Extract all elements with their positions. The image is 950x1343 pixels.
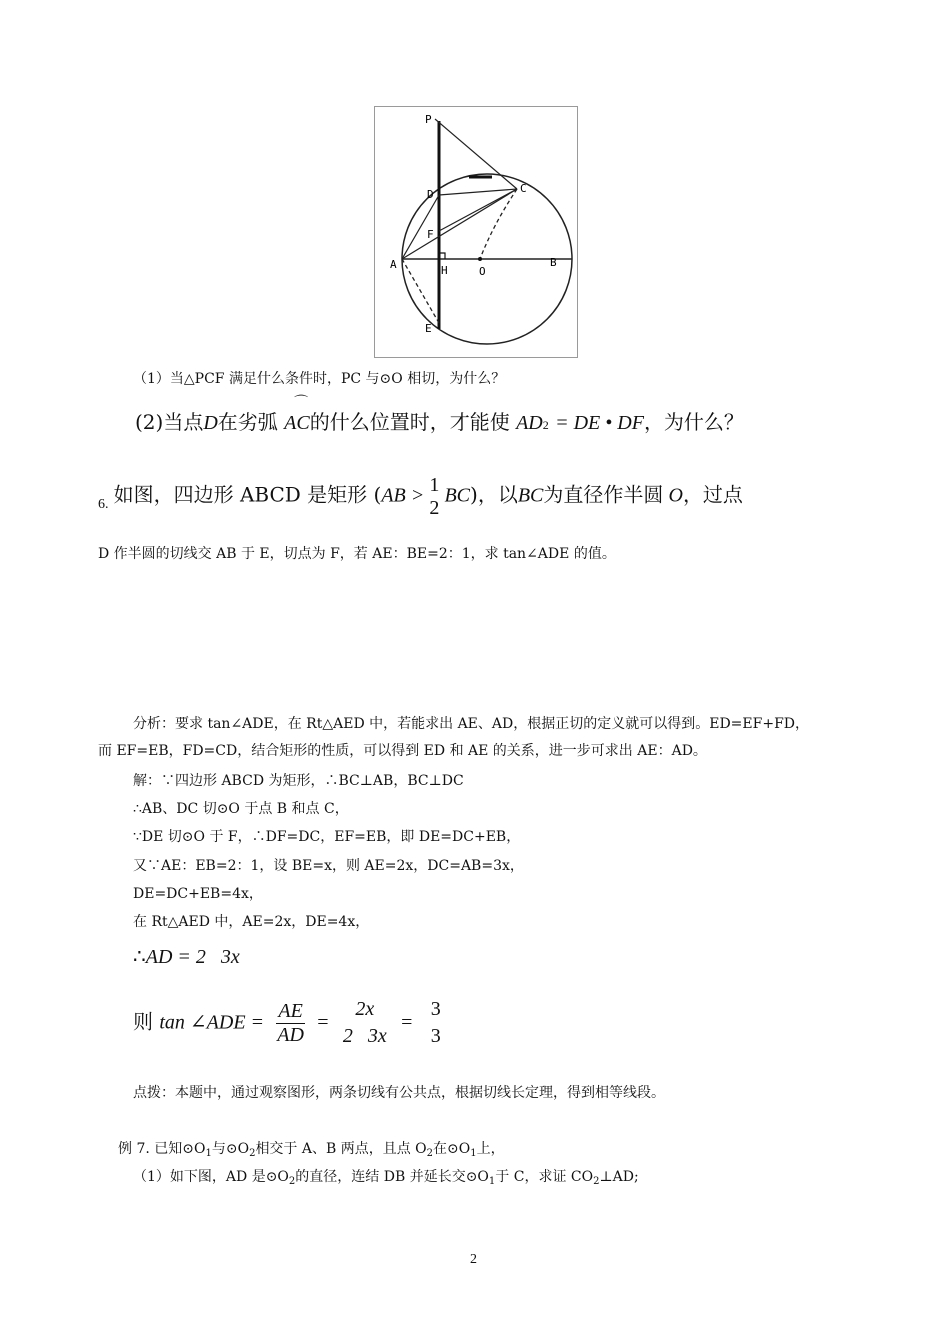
line-fc xyxy=(439,189,517,231)
analysis-line1: 分析：要求 tan∠ADE，在 Rt△AED 中，若能求出 AE、AD，根据正切的定义就可以得到。ED=EF+FD， xyxy=(133,716,810,732)
solution-line6: 在 Rt△AED 中，AE=2x，DE=4x， xyxy=(133,914,370,930)
label-a: A xyxy=(390,258,397,271)
solution-line5: DE=DC+EB=4x， xyxy=(133,886,263,902)
ad-formula: ∴AD = 2 3x xyxy=(133,944,240,968)
solution-line1: 解：∵四边形 ABCD 为矩形，∴BC⊥AB，BC⊥DC xyxy=(133,773,464,789)
ex7-line2: （1）如下图，AD 是$⊙O_2$的直径，连结 DB 并延长交$⊙O_1$于 C，求证 $CO_2\perp AD$; xyxy=(133,1169,639,1187)
solution-line3: ∵DE 切⊙O 于 F，∴DF=DC，EF=EB，即 DE=DC+EB， xyxy=(133,829,521,845)
circle-diagram xyxy=(375,107,577,357)
label-p: P xyxy=(425,113,432,126)
label-e: E xyxy=(425,322,432,335)
solution-line2: ∴AB、DC 切⊙O 于点 B 和点 C， xyxy=(133,801,349,817)
analysis-line2: 而 EF=EB，FD=CD，结合矩形的性质，可以得到 ED 和 AE 的关系，进一步可求出 AE：AD。 xyxy=(98,743,707,759)
q6-line2: D 作半圆的切线交 AB 于 E，切点为 F，若 AE：BE=2：1，求 tan∠ADE 的值。 xyxy=(98,546,616,562)
label-f: F xyxy=(427,228,434,241)
fraction-ae-ad: $\frac{AE}{AD}$ xyxy=(277,999,304,1046)
hint: 点拨：本题中，通过观察图形，两条切线有公共点，根据切线长定理，得到相等线段。 xyxy=(133,1085,665,1101)
geometry-figure xyxy=(374,106,578,358)
arc-ac: ⌒ AC xyxy=(284,395,310,434)
label-o: O xyxy=(479,265,486,278)
label-b: B xyxy=(550,256,557,269)
ex7-line1: 例 7. 已知$⊙O_1$与$⊙O_2$相交于 A、B 两点，且点 $O_2$在$⊙O_1$上， xyxy=(118,1141,505,1159)
line-ac xyxy=(402,189,517,259)
q5-part2: (2)当点D在劣弧 ⌒ AC的什么位置时，才能使 AD2 = DE • DF，为什么？ xyxy=(135,395,744,434)
solution-line4: 又∵AE：EB=2：1，设 BE=x，则 AE=2x，DC=AB=3x， xyxy=(133,858,524,874)
label-d: D xyxy=(427,188,434,201)
point-o xyxy=(478,257,482,261)
q5-part1: （1）当△PCF 满足什么条件时，PC 与⊙O 相切，为什么？ xyxy=(133,371,506,387)
fraction-half: 1 2 xyxy=(429,474,440,519)
tan-formula: 则 tan ∠ADE = $\frac{AE}{AD}$ = 2x 2 3x = 3 3 xyxy=(133,998,441,1047)
fraction-result: 3 3 xyxy=(430,998,441,1047)
label-h: H xyxy=(441,264,448,277)
fraction-2x: 2x 2 3x xyxy=(342,998,387,1047)
page-number: 2 xyxy=(470,1252,477,1267)
label-c: C xyxy=(520,182,527,195)
line-dc xyxy=(439,189,517,195)
q6-line1: 6. 如图，四边形 ABCD 是矩形 (AB > 1 2 BC)，以BC为直径作半圆 O，过点 xyxy=(98,474,743,519)
